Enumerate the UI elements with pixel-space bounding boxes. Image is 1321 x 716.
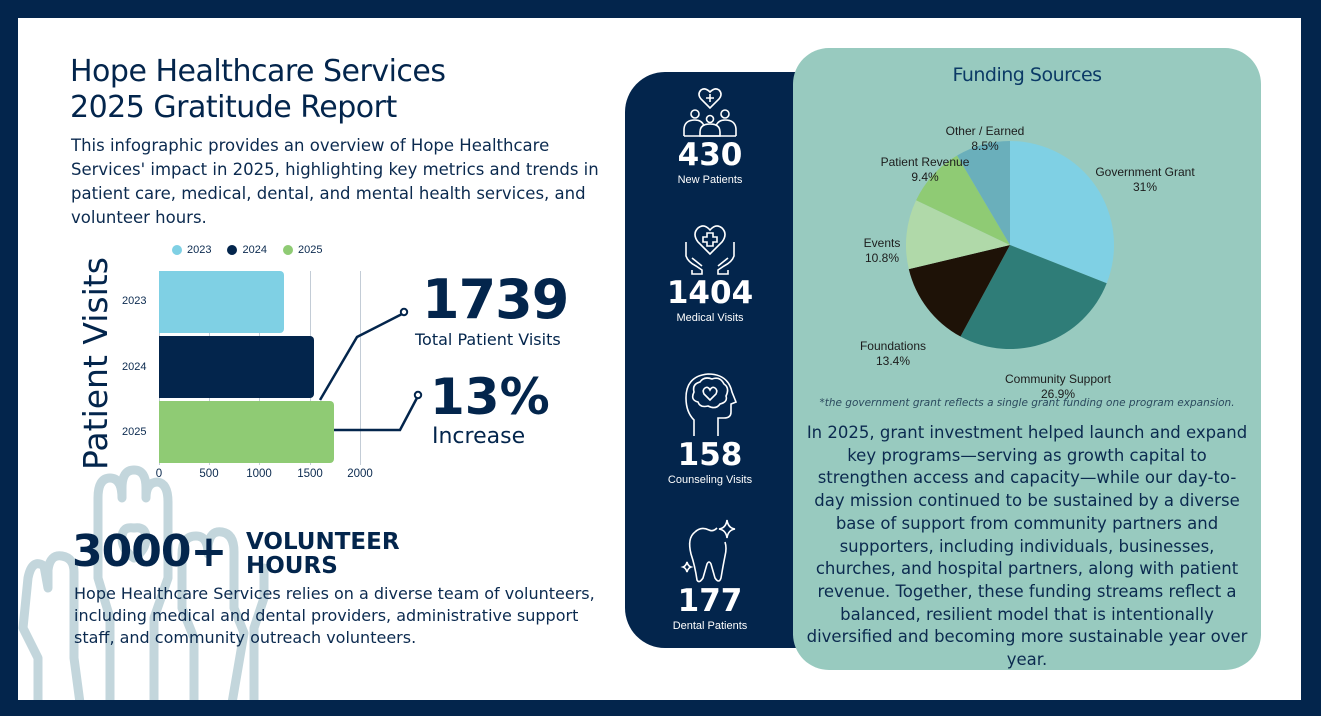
stat-counseling-visits: [625, 370, 795, 486]
slice-name: Foundations: [859, 339, 927, 353]
legend-label: 2023: [187, 244, 212, 256]
title-line-1: Hope Healthcare Services: [70, 54, 446, 89]
slice-name: Patient Revenue: [880, 155, 970, 169]
funding-panel: [793, 48, 1261, 670]
volunteer-description: Hope Healthcare Services relies on a diverse team of volunteers, including medical and dental providers, administrative support staff, and community outreach volunteers.: [74, 584, 595, 647]
stat-value: 177: [677, 583, 743, 619]
x-tick: 0: [155, 468, 163, 480]
funding-title: Funding Sources: [952, 64, 1102, 86]
slice-percent: 31%: [1132, 180, 1158, 194]
y-tick-2024: 2024: [122, 361, 147, 373]
pie-label-foundations: [860, 339, 926, 369]
stat-label: Dental Patients: [672, 620, 748, 632]
slice-name: Government Grant: [1095, 165, 1195, 179]
x-tick: 1000: [246, 468, 272, 480]
y-tick-2023: 2023: [122, 295, 147, 307]
stat-label: New Patients: [677, 174, 743, 186]
x-tick: 2000: [347, 468, 373, 480]
volunteer-hours-label: [246, 530, 400, 578]
x-tick: 500: [199, 468, 219, 480]
callout-connector-lines: [18, 18, 618, 498]
stat-dental-patients: [625, 518, 795, 632]
slice-percent: 10.8%: [864, 251, 900, 265]
hands-heart-cross-icon: [680, 220, 740, 276]
slice-percent: 26.9%: [1040, 387, 1076, 401]
slice-name: Events: [863, 236, 901, 250]
patient-visits-axis-title: Patient Visits: [76, 257, 115, 470]
increase-value: 13%: [430, 368, 550, 426]
volunteer-hours-value: 3000+: [72, 526, 227, 577]
slice-percent: 13.4%: [875, 354, 911, 368]
slice-name: Community Support: [1004, 372, 1112, 386]
pie-label-patient-revenue: [881, 155, 970, 185]
stat-label: Medical Visits: [676, 312, 744, 324]
head-brain-heart-icon: [682, 370, 738, 438]
tooth-sparkle-icon: [679, 518, 741, 584]
stat-value: 430: [677, 137, 743, 173]
title-line-2: 2025 Gratitude Report: [70, 90, 397, 125]
intro-text: This infographic provides an overview of Hope Healthcare Services' impact in 2025, highlighting key metrics and trends in patient care, medical, dental, and mental health services, and volunteer hours.: [71, 136, 599, 227]
stat-value: 1404: [666, 275, 754, 311]
volunteer-label-line1: VOLUNTEER: [246, 529, 400, 555]
x-tick: 1500: [297, 468, 323, 480]
pie-label-other-earned: [946, 124, 1025, 154]
slice-percent: 8.5%: [971, 139, 999, 153]
volunteer-label-line2: HOURS: [246, 553, 338, 579]
stat-label: Counseling Visits: [667, 474, 753, 486]
slice-percent: 9.4%: [911, 170, 939, 184]
stat-new-patients: [625, 86, 795, 186]
people-heart-icon: [680, 86, 740, 138]
legend-label: 2024: [242, 244, 267, 256]
slice-name: Other / Earned: [945, 124, 1025, 138]
stat-medical-visits: [625, 220, 795, 324]
funding-description: In 2025, grant investment helped launch and expand key programs—serving as growth capital to strengthen access and capacity—while our day-to-day mission continued to be sustained by a diverse base of support from community partners and supporters, including individuals, businesses, churches, and hospital partners, along with patient revenue. Together, these funding streams reflect a balanced, resilient model that is intentionally diversified and becoming more sustainable year over year.: [806, 423, 1248, 670]
pie-label-government-grant: [1095, 165, 1194, 195]
legend-label: 2025: [297, 244, 323, 256]
infographic-canvas: [18, 18, 1301, 700]
increase-label: Increase: [432, 424, 526, 449]
stat-value: 158: [677, 437, 743, 473]
funding-footnote: *the government grant reflects a single grant funding one program expansion.: [819, 397, 1235, 409]
pie-label-events: [864, 236, 901, 266]
y-tick-2025: 2025: [122, 426, 147, 438]
total-visits-label: Total Patient Visits: [415, 330, 561, 349]
total-visits-value: 1739: [422, 268, 569, 331]
